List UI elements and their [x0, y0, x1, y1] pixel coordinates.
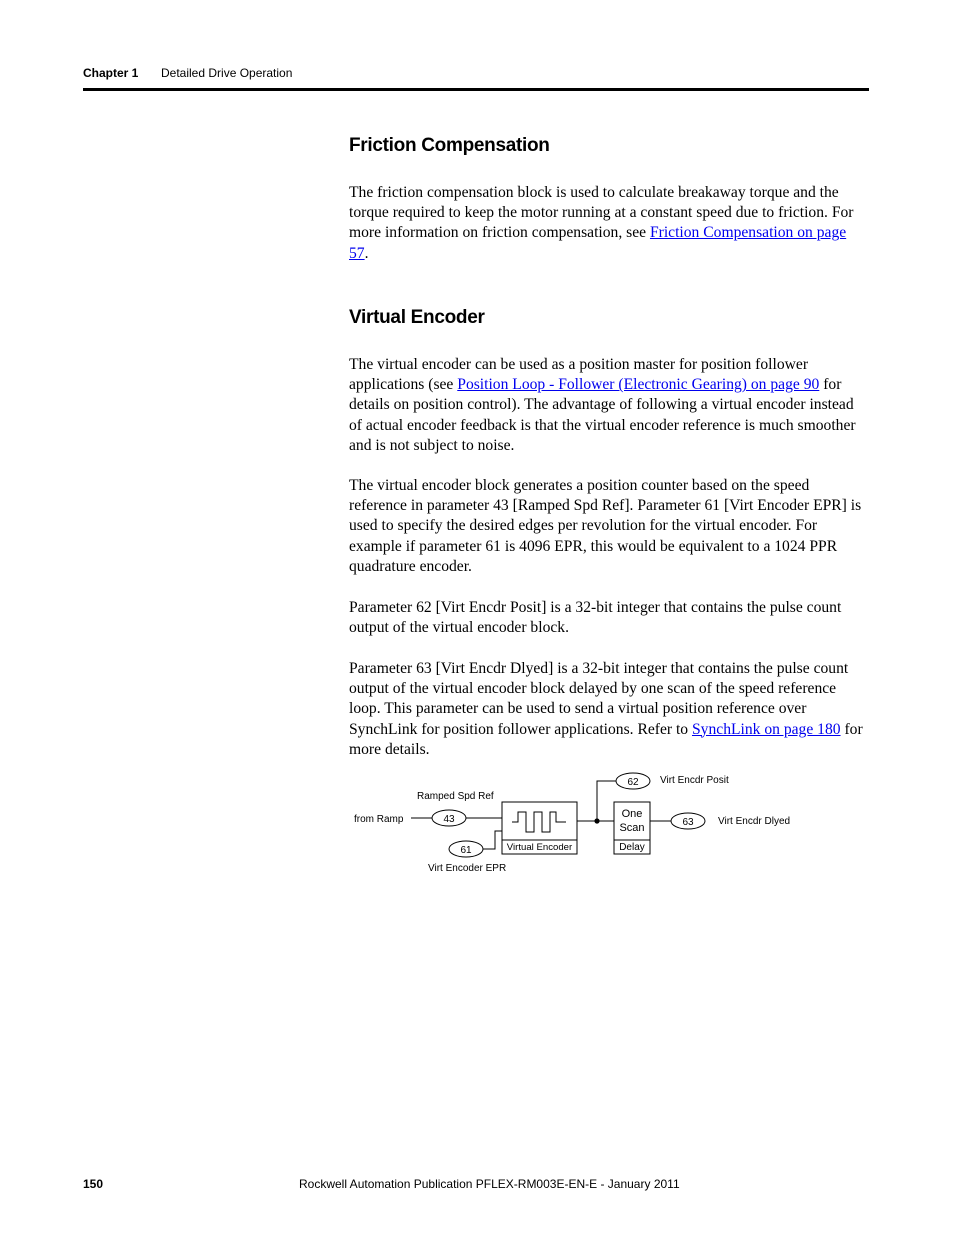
pulse-train-icon [512, 812, 566, 832]
virtual-paragraph-3: Parameter 62 [Virt Encdr Posit] is a 32-bit integer that contains the pulse count output of the virtual encoder block. [349, 599, 842, 637]
param-61-text: 61 [460, 845, 472, 856]
virtual-encoder-diagram [340, 765, 810, 880]
virt-encdr-dlyed-label: Virt Encdr Dlyed [718, 816, 791, 827]
line-to-62 [597, 781, 616, 821]
ramped-spd-ref-label: Ramped Spd Ref [417, 791, 494, 802]
virtual-heading: Virtual Encoder [349, 307, 485, 328]
friction-heading: Friction Compensation [349, 135, 550, 156]
one-text: One [621, 808, 643, 820]
virtual-encoder-text: Virtual Encoder [506, 842, 573, 853]
chapter-label: Chapter 1 [83, 66, 139, 80]
friction-text: The friction compensation block is used to calculate breakaway torque and the torque required to keep the motor running at a constant speed due to friction. For more information on friction compensation, see [349, 184, 854, 242]
header-rule [83, 88, 869, 91]
param-43-text: 43 [443, 814, 455, 825]
virt-encoder-epr-label: Virt Encoder EPR [428, 863, 507, 874]
virtual-p1-text-b: for details on position control). The advantage of following a virtual encoder instead of actual encoder feedback is that the virtual encoder reference is much smoother and is not subject to noise. [349, 376, 856, 454]
param-62-text: 62 [627, 777, 639, 788]
virt-encdr-posit-label: Virt Encdr Posit [660, 775, 729, 786]
junction-dot [594, 818, 599, 823]
virtual-p4-text-a: Parameter 63 [Virt Encdr Dlyed] is a 32-bit integer that contains the pulse count output of the virtual encoder block delayed by one scan of the speed reference loop. This parameter can be used to send a virtual position reference over SynchLink for position follower applications. Refer to [349, 660, 849, 738]
synchlink-link[interactable]: SynchLink on page 180 [692, 720, 841, 738]
friction-paragraph [349, 183, 869, 264]
position-loop-link[interactable]: Position Loop - Follower (Electronic Gearing) on page 90 [457, 376, 820, 394]
publication-line: Rockwell Automation Publication PFLEX-RM003E-EN-E - January 2011 [299, 1177, 680, 1191]
virtual-paragraph-4 [349, 659, 869, 760]
friction-link[interactable]: Friction Compensation on page 57 [349, 224, 847, 262]
param-63-text: 63 [682, 817, 694, 828]
friction-end: . [364, 244, 369, 262]
delay-text: Delay [619, 842, 645, 853]
from-ramp-label: from Ramp [354, 814, 404, 825]
virtual-paragraph-1 [349, 355, 869, 456]
line-61-to-block [483, 831, 502, 849]
section-label: Detailed Drive Operation [161, 66, 293, 80]
page-number: 150 [83, 1177, 104, 1191]
virtual-p4-text-b: for more details. [349, 720, 863, 758]
virtual-p1-text-a: The virtual encoder can be used as a position master for position follower applications (see [349, 356, 809, 394]
scan-text: Scan [619, 822, 645, 834]
virtual-paragraph-2: The virtual encoder block generates a position counter based on the speed reference in parameter 43 [Ramped Spd Ref]. Parameter 61 [Virt Encoder EPR] is used to specify the desired edges per revolution for the virtual encoder. For example if parameter 61 is 4096 EPR, this would be equivalent to a 1024 PPR quadrature encoder. [349, 477, 862, 575]
